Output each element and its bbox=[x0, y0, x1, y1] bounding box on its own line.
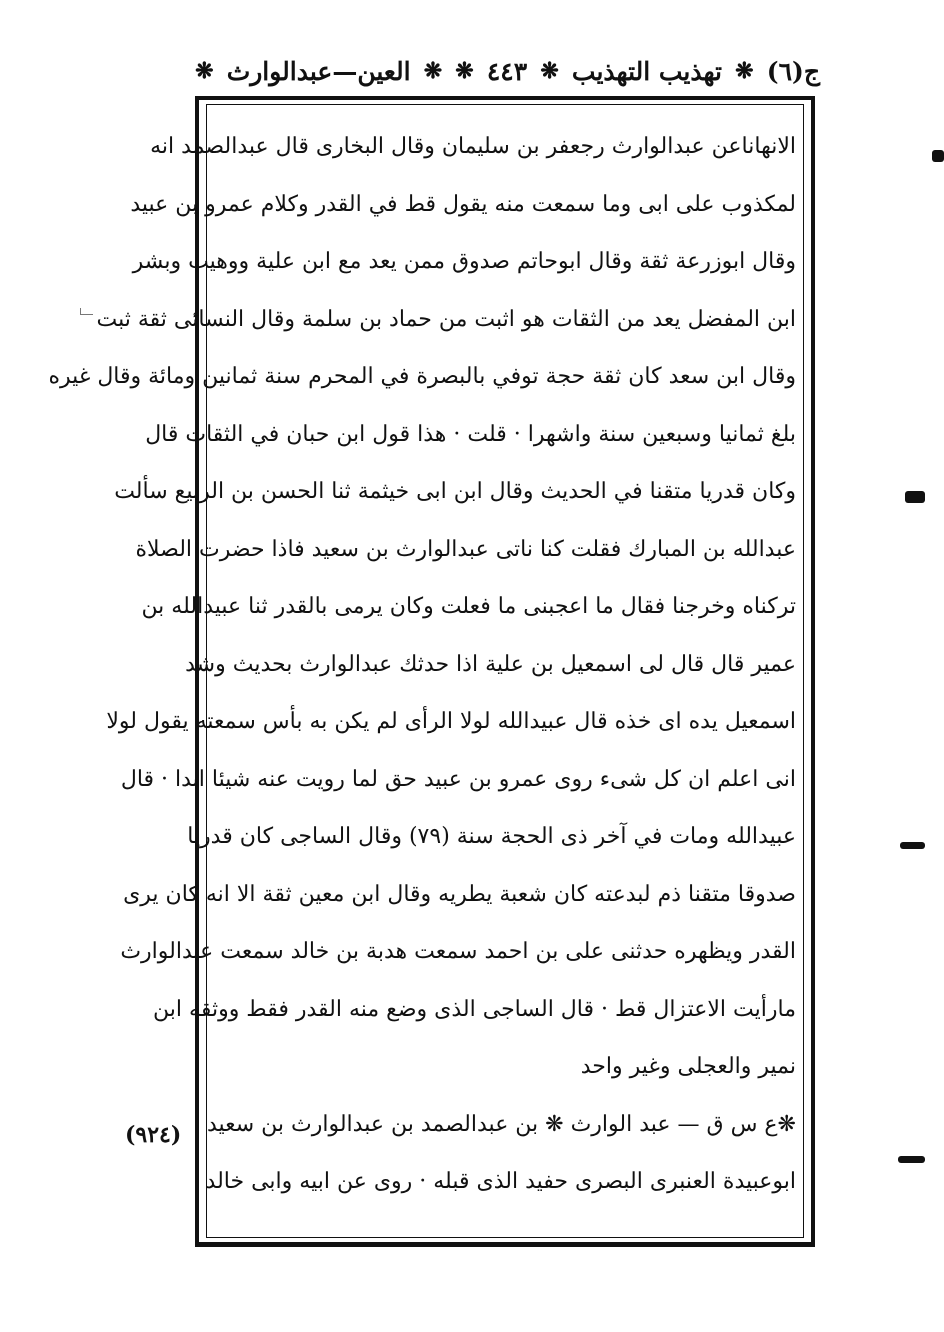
ornament-icon: ❋ bbox=[423, 58, 443, 84]
text-line: بلغ ثمانيا وسبعين سنة واشهرا · قلت · هذا قول ابن حبان في الثقات قال bbox=[145, 421, 796, 447]
entry-heading-line: ❋ع س ق — عبد الوارث ❋ بن عبدالصمد بن عبدالوارث بن سعيد bbox=[206, 1111, 796, 1137]
margin-tick bbox=[80, 308, 93, 315]
text-line: الانهاناعن عبدالوارث رجعفر بن سليمان وقال البخارى قال عبدالصمد انه bbox=[150, 134, 796, 159]
text-line: عمير قال قال لى اسمعيل بن علية اذا حدثك عبدالوارث بحديث وشد bbox=[185, 651, 796, 677]
text-line: اسمعيل يده اى خذه قال عبيدالله لولا الرأى لم يكن به بأس سمعته يقول لولا bbox=[106, 709, 796, 734]
volume-label: ج(٦) bbox=[766, 56, 820, 86]
text-line: مارأيت الاعتزال قط · قال الساجى الذى وضع منه القدر فقط ووثقه ابن bbox=[153, 996, 796, 1022]
margin-mark bbox=[898, 1156, 925, 1163]
margin-mark bbox=[932, 150, 944, 162]
running-header bbox=[195, 48, 820, 94]
text-line: ابن المفضل يعد من الثقات هو اثبت من حماد بن سلمة وقال النسائى ثقة ثبت bbox=[96, 306, 796, 332]
text-line: وقال ابن سعد كان ثقة حجة توفي بالبصرة في المحرم سنة ثمانين ومائة وقال غيره bbox=[48, 364, 796, 389]
text-line: وقال ابوزرعة ثقة وقال ابوحاتم صدوق ممن يعد مع ابن علية ووهيب وبشر bbox=[132, 249, 796, 274]
chapter-title: العين—عبدالوارث bbox=[226, 56, 411, 86]
text-line: وكان قدريا متقنا في الحديث وقال ابن ابى خيثمة ثنا الحسن بن الربيع سألت bbox=[114, 479, 796, 504]
text-line: ابوعبيدة العنبرى البصرى حفيد الذى قبله · روى عن ابيه وابى خالد bbox=[205, 1169, 796, 1194]
margin-mark bbox=[900, 842, 925, 849]
text-line: عبيدالله ومات في آخر ذى الحجة سنة (٧٩) وقال الساجى كان قدريا bbox=[187, 824, 796, 849]
text-line: عبدالله بن المبارك فقلت كنا ناتى عبدالوارث بن سعيد فاذا حضرت الصلاة bbox=[135, 536, 796, 562]
entry-number: (٩٢٤) bbox=[125, 1122, 182, 1148]
text-line: لمكذوب على ابى وما سمعت منه يقول قط في القدر وكلام عمرو بن عبيد bbox=[130, 191, 796, 217]
ornament-icon: ❋ bbox=[735, 58, 754, 84]
ornament-icon: ❋ bbox=[455, 58, 474, 84]
text-line: القدر ويظهره حدثنى على بن احمد سمعت هدبة بن خالد سمعت عبدالوارث bbox=[120, 939, 796, 964]
book-title: تهذيب التهذيب bbox=[571, 56, 722, 86]
page-number: ٤٤٣ bbox=[486, 56, 528, 86]
ornament-icon: ❋ bbox=[195, 58, 214, 84]
bottom-rule bbox=[195, 1244, 815, 1247]
text-line: صدوقا متقنا ذم لبدعته كان شعبة يطريه وقال ابن معين ثقة الا انه كان يرى bbox=[123, 881, 796, 907]
ornament-icon: ❋ bbox=[540, 58, 559, 84]
text-line: تركناه وخرجنا فقال ما اعجبنى ما فعلت وكان يرمى بالقدر ثنا عبيدالله بن bbox=[141, 594, 796, 619]
margin-mark bbox=[905, 491, 925, 503]
text-line: انى اعلم ان كل شىء روى عمرو بن عبيد حق لما رويت عنه شيئا ابدا · قال bbox=[120, 766, 796, 792]
text-line: نمير والعجلى وغير واحد bbox=[580, 1054, 796, 1079]
